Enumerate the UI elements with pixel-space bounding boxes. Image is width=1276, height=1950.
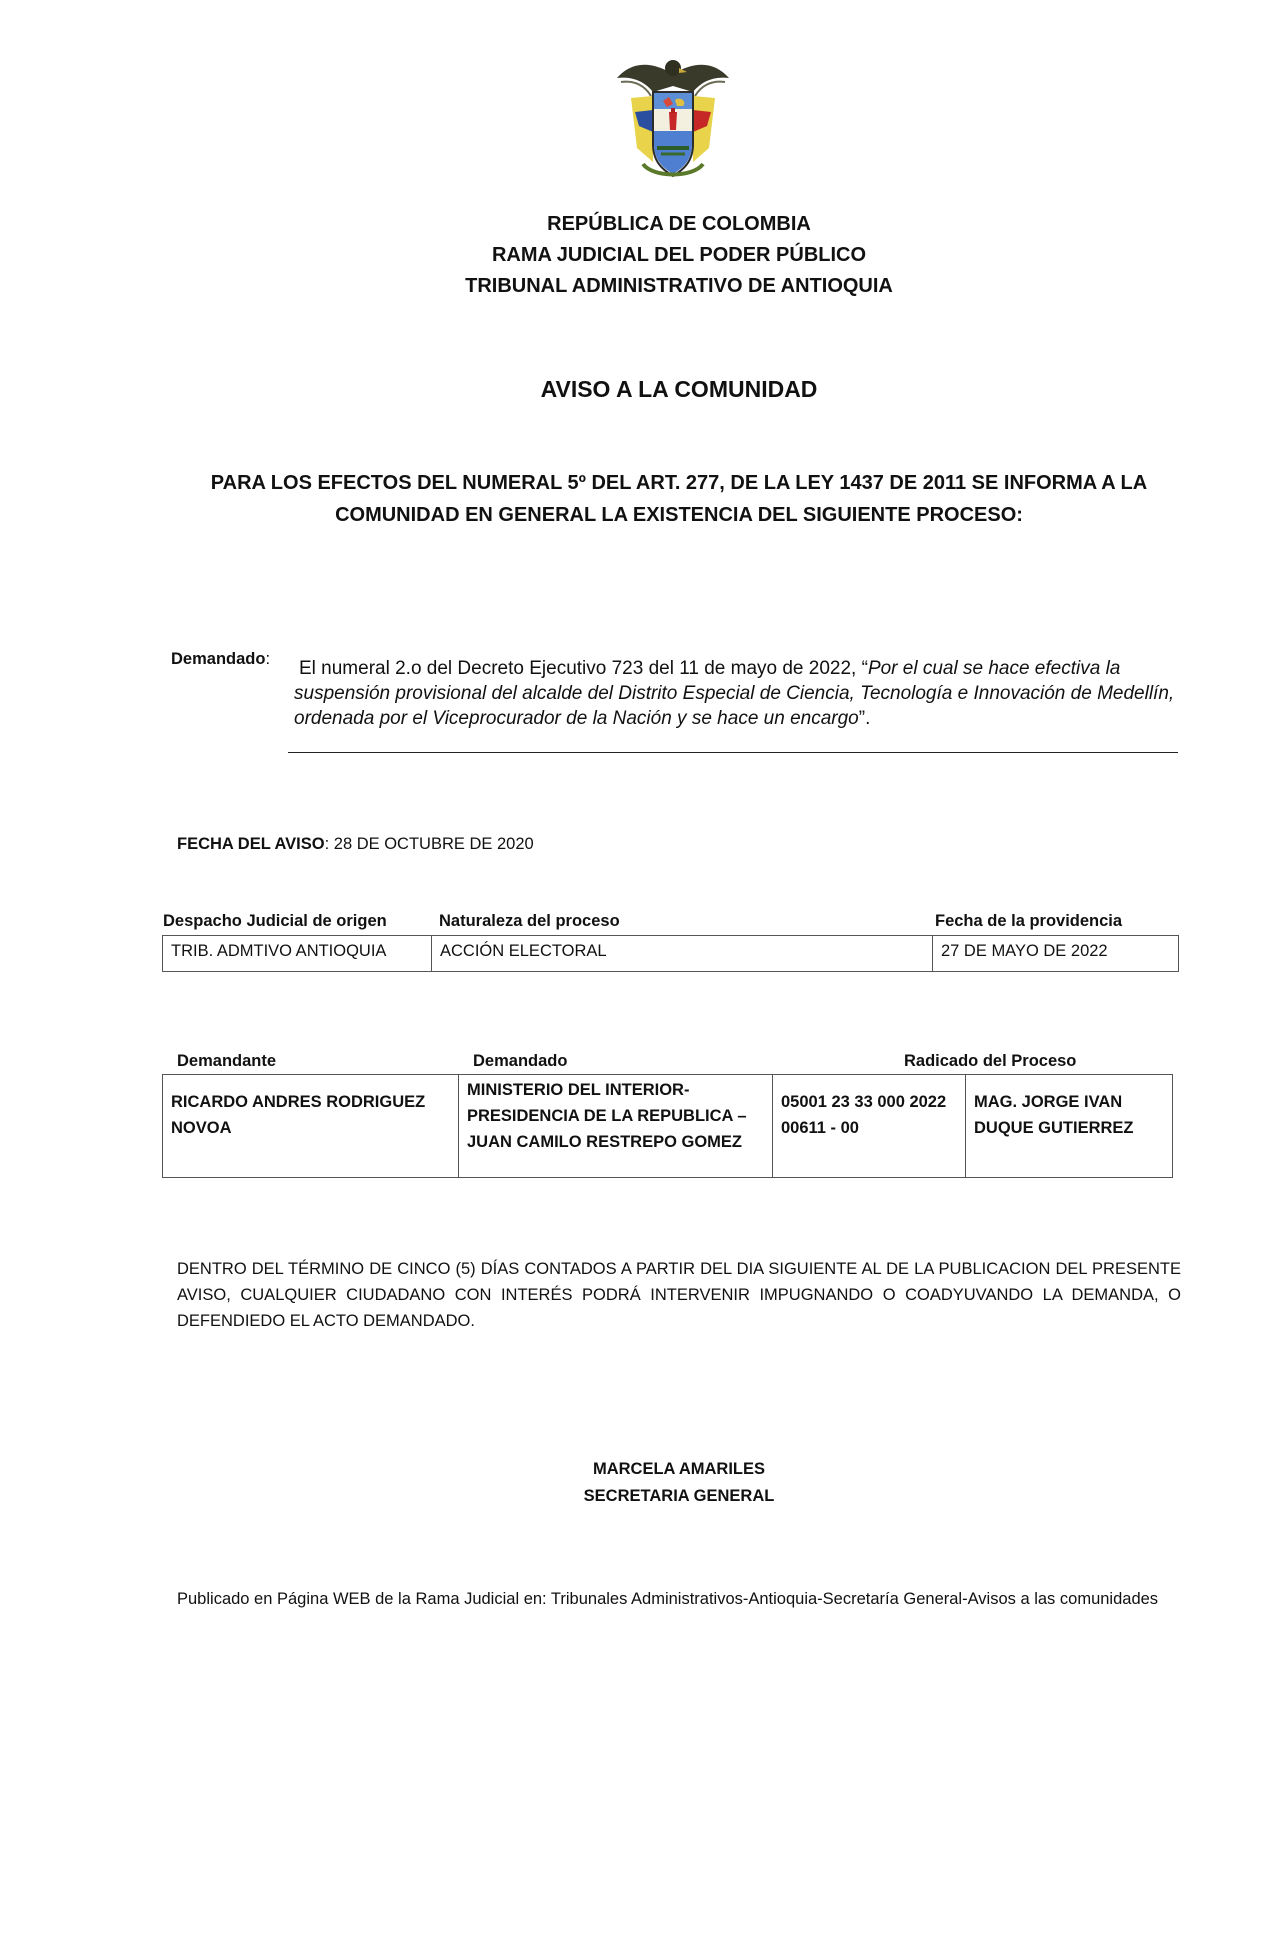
- table2-cell-demandante: RICARDO ANDRES RODRIGUEZ NOVOA: [163, 1075, 459, 1178]
- intro-line-2: COMUNIDAD EN GENERAL LA EXISTENCIA DEL SIGUIENTE PROCESO:: [335, 504, 1023, 526]
- coat-of-arms-seal: [613, 52, 733, 184]
- page-title: AVISO A LA COMUNIDAD: [540, 376, 818, 402]
- table1-cell-fecha: 27 DE MAYO DE 2022: [933, 936, 1179, 972]
- demandado-colon: :: [265, 650, 271, 668]
- table-row: [163, 1075, 1173, 1178]
- fecha-aviso-value: : 28 DE OCTUBRE DE 2020: [324, 835, 534, 853]
- table1-header-despacho: Despacho Judicial de origen: [163, 912, 387, 930]
- demandado-label: Demandado: [171, 650, 266, 668]
- footer-publication-note: Publicado en Página WEB de la Rama Judicial en: Tribunales Administrativos-Antioquia-Secretaría General-Avisos a las comunidades: [177, 1590, 1159, 1608]
- signature-name: MARCELA AMARILES: [592, 1460, 766, 1478]
- header-tribunal: TRIBUNAL ADMINISTRATIVO DE ANTIOQUIA: [465, 275, 893, 297]
- fecha-aviso: [177, 835, 534, 854]
- table-row: [163, 936, 1179, 972]
- intro-line-1: PARA LOS EFECTOS DEL NUMERAL 5º DEL ART. 277, DE LA LEY 1437 DE 2011 SE INFORMA A LA: [210, 472, 1148, 494]
- table2-cell-magistrado: MAG. JORGE IVAN DUQUE GUTIERREZ: [966, 1075, 1173, 1178]
- notice-paragraph: DENTRO DEL TÉRMINO DE CINCO (5) DÍAS CONTADOS A PARTIR DEL DIA SIGUIENTE AL DE LA PUBLICACION DEL PRESENTE AVISO, CUALQUIER CIUDADANO CON INTERÉS PODRÁ INTERVENIR IMPUGNANDO O COADYUVANDO LA DEMANDA, O DEFENDIEDO EL ACTO DEMANDADO.: [177, 1260, 1181, 1330]
- table2-cell-radicado: 05001 23 33 000 2022 00611 - 00: [773, 1075, 966, 1178]
- header-judicial-branch: RAMA JUDICIAL DEL PODER PÚBLICO: [491, 244, 867, 266]
- table1-cell-despacho: TRIB. ADMTIVO ANTIOQUIA: [163, 936, 432, 972]
- demandado-label-group: [171, 650, 270, 669]
- demandado-description: [294, 656, 1180, 731]
- table2-header-demandante: Demandante: [177, 1052, 277, 1070]
- table2-header-radicado: Radicado del Proceso: [904, 1052, 1077, 1070]
- signature-role: SECRETARIA GENERAL: [583, 1487, 775, 1505]
- demandado-text-plain-2: ”.: [858, 708, 871, 729]
- table1-header-naturaleza: Naturaleza del proceso: [439, 912, 620, 930]
- table1-header-fecha: Fecha de la providencia: [935, 912, 1123, 930]
- demandado-text-italic: Por el cual se hace efectiva la suspensión provisional del alcalde del Distrito Especial de Ciencia, Tecnología e Innovación de Medellín, ordenada por el Viceprocurador de la Nación y se hace un encargo: [294, 658, 1175, 729]
- table2: [162, 1074, 1173, 1178]
- demandado-text-plain-1: El numeral 2.o del Decreto Ejecutivo 723 del 11 de mayo de 2022, “: [299, 658, 868, 679]
- table1-cell-naturaleza: ACCIÓN ELECTORAL: [432, 936, 933, 972]
- header-republic: REPÚBLICA DE COLOMBIA: [547, 213, 811, 235]
- table2-cell-demandado: MINISTERIO DEL INTERIOR- PRESIDENCIA DE LA REPUBLICA – JUAN CAMILO RESTREPO GOMEZ: [459, 1075, 773, 1178]
- signature-underline: [288, 752, 1178, 753]
- fecha-aviso-label: FECHA DEL AVISO: [177, 835, 325, 853]
- table2-header-demandado: Demandado: [473, 1052, 568, 1070]
- table1: [162, 935, 1179, 972]
